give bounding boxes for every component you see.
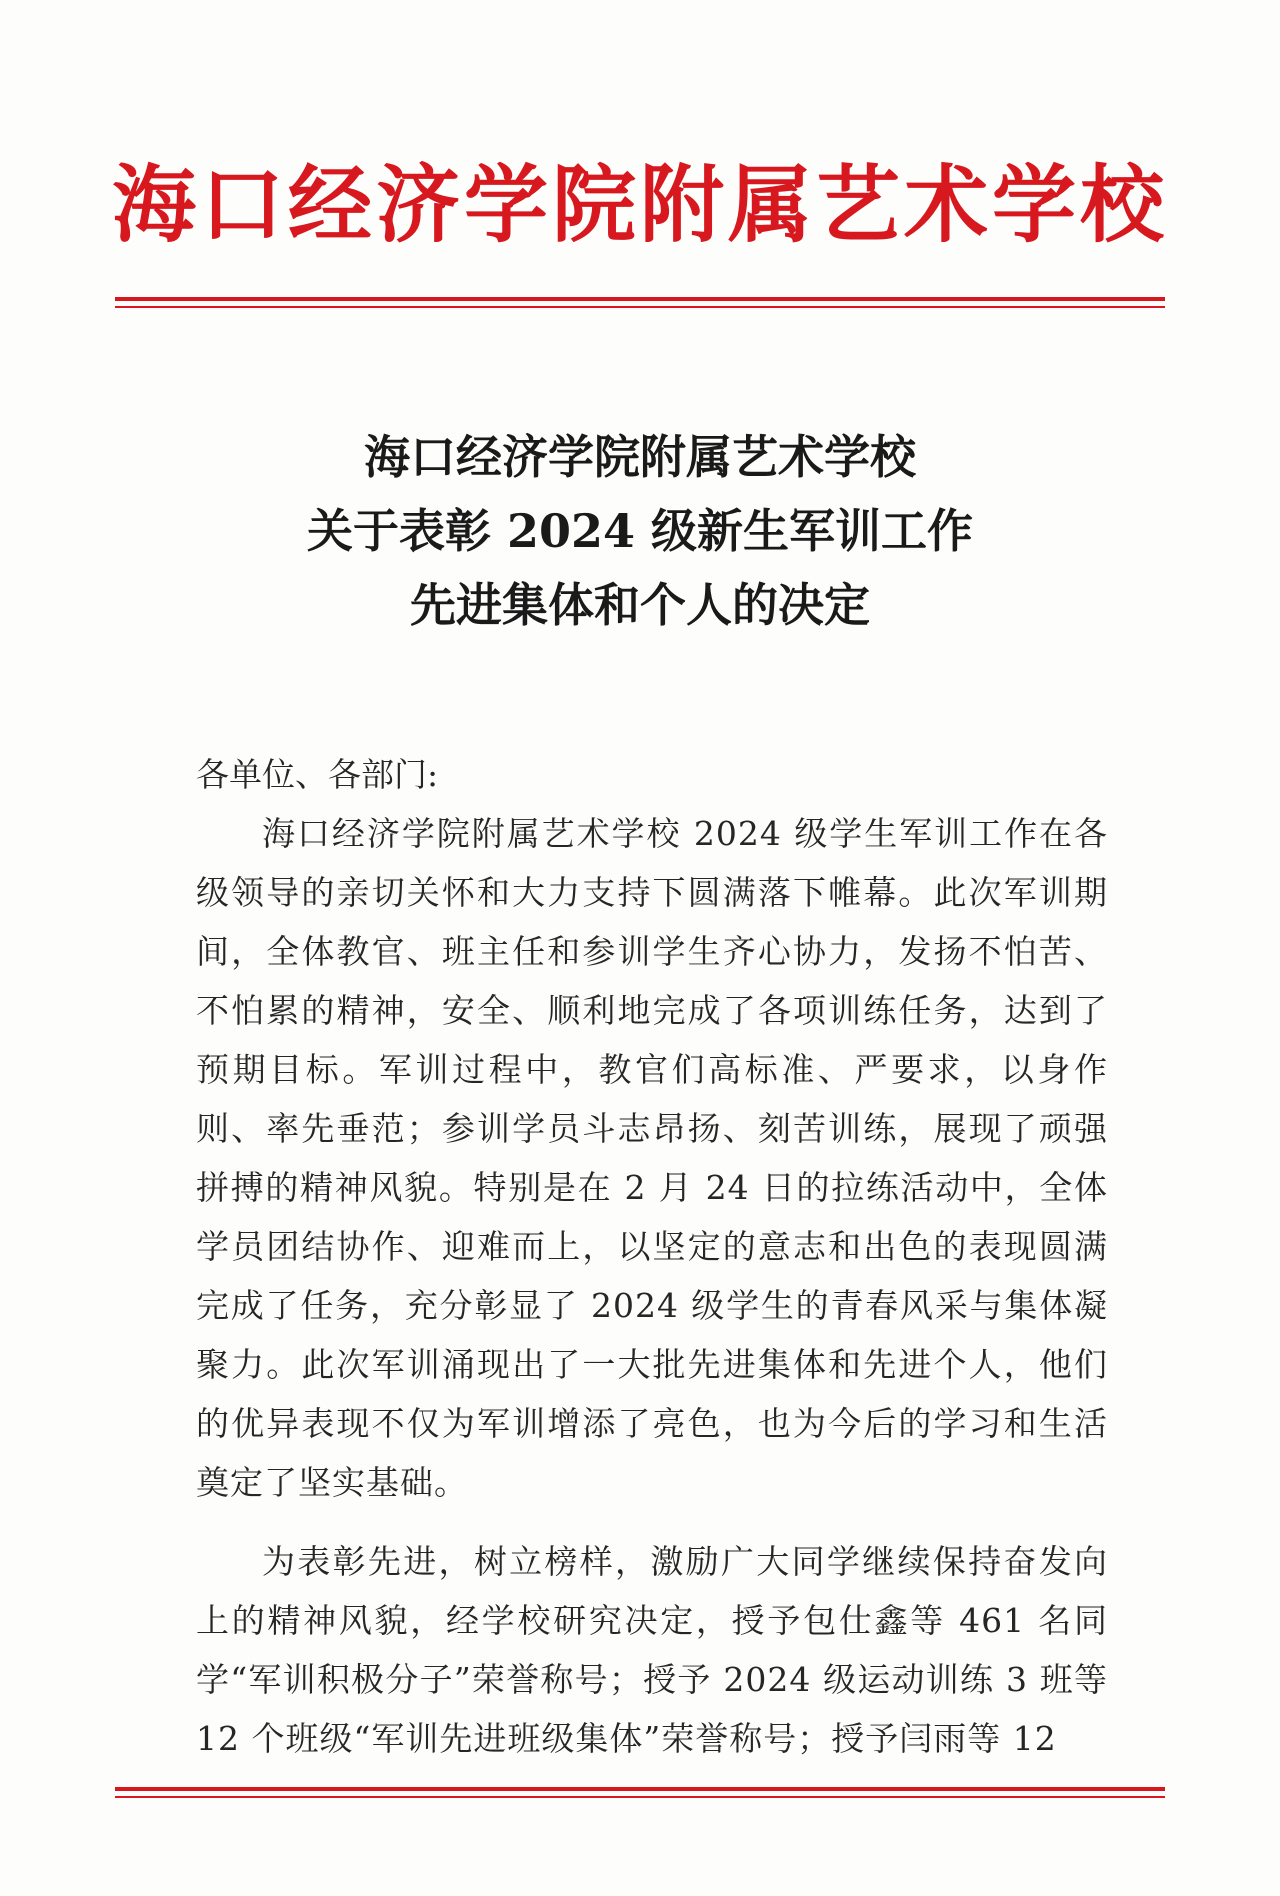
footer-divider [115, 1787, 1165, 1791]
body-paragraph-1: 海口经济学院附属艺术学校 2024 级学生军训工作在各级领导的亲切关怀和大力支持下圆满落下帷幕。此次军训期间，全体教官、班主任和参训学生齐心协力，发扬不怕苦、不怕累的精神，安全、顺利地完成了各项训练任务，达到了预期目标。军训过程中，教官们高标准、严要求，以身作则、率先垂范；参训学员斗志昂扬、刻苦训练，展现了顽强拼搏的精神风貌。特别是在 2 月 24 日的拉练活动中，全体学员团结协作、迎难而上，以坚定的意志和出色的表现圆满完成了任务，充分彰显了 2024 级学生的青春风采与集体凝聚力。此次军训涌现出了一大批先进集体和先进个人，他们的优异表现不仅为军训增添了亮色，也为今后的学习和生活奠定了坚实基础。 [196, 814, 1108, 1502]
document-title-line-3: 先进集体和个人的决定 [410, 578, 870, 632]
document-title-line-1: 海口经济学院附属艺术学校 [364, 430, 916, 484]
footer-divider-thin [115, 1796, 1165, 1798]
document-title-line-2: 关于表彰 2024 级新生军训工作 [306, 504, 974, 558]
body-paragraph-2: 为表彰先进，树立榜样，激励广大同学继续保持奋发向上的精神风貌，经学校研究决定，授予包仕鑫等 461 名同学“军训积极分子”荣誉称号；授予 2024 级运动训练 3 班等 12 个班级“军训先进班级集体”荣誉称号；授予闫雨等 12 [196, 1542, 1108, 1758]
salutation: 各单位、各部门: [196, 755, 439, 794]
document-body [196, 745, 1108, 1768]
letterhead-title: 海口经济学院附属艺术学校 [111, 156, 1168, 254]
letterhead-divider-thin [115, 306, 1165, 308]
document-title [140, 420, 1140, 642]
letterhead-divider [115, 297, 1165, 301]
